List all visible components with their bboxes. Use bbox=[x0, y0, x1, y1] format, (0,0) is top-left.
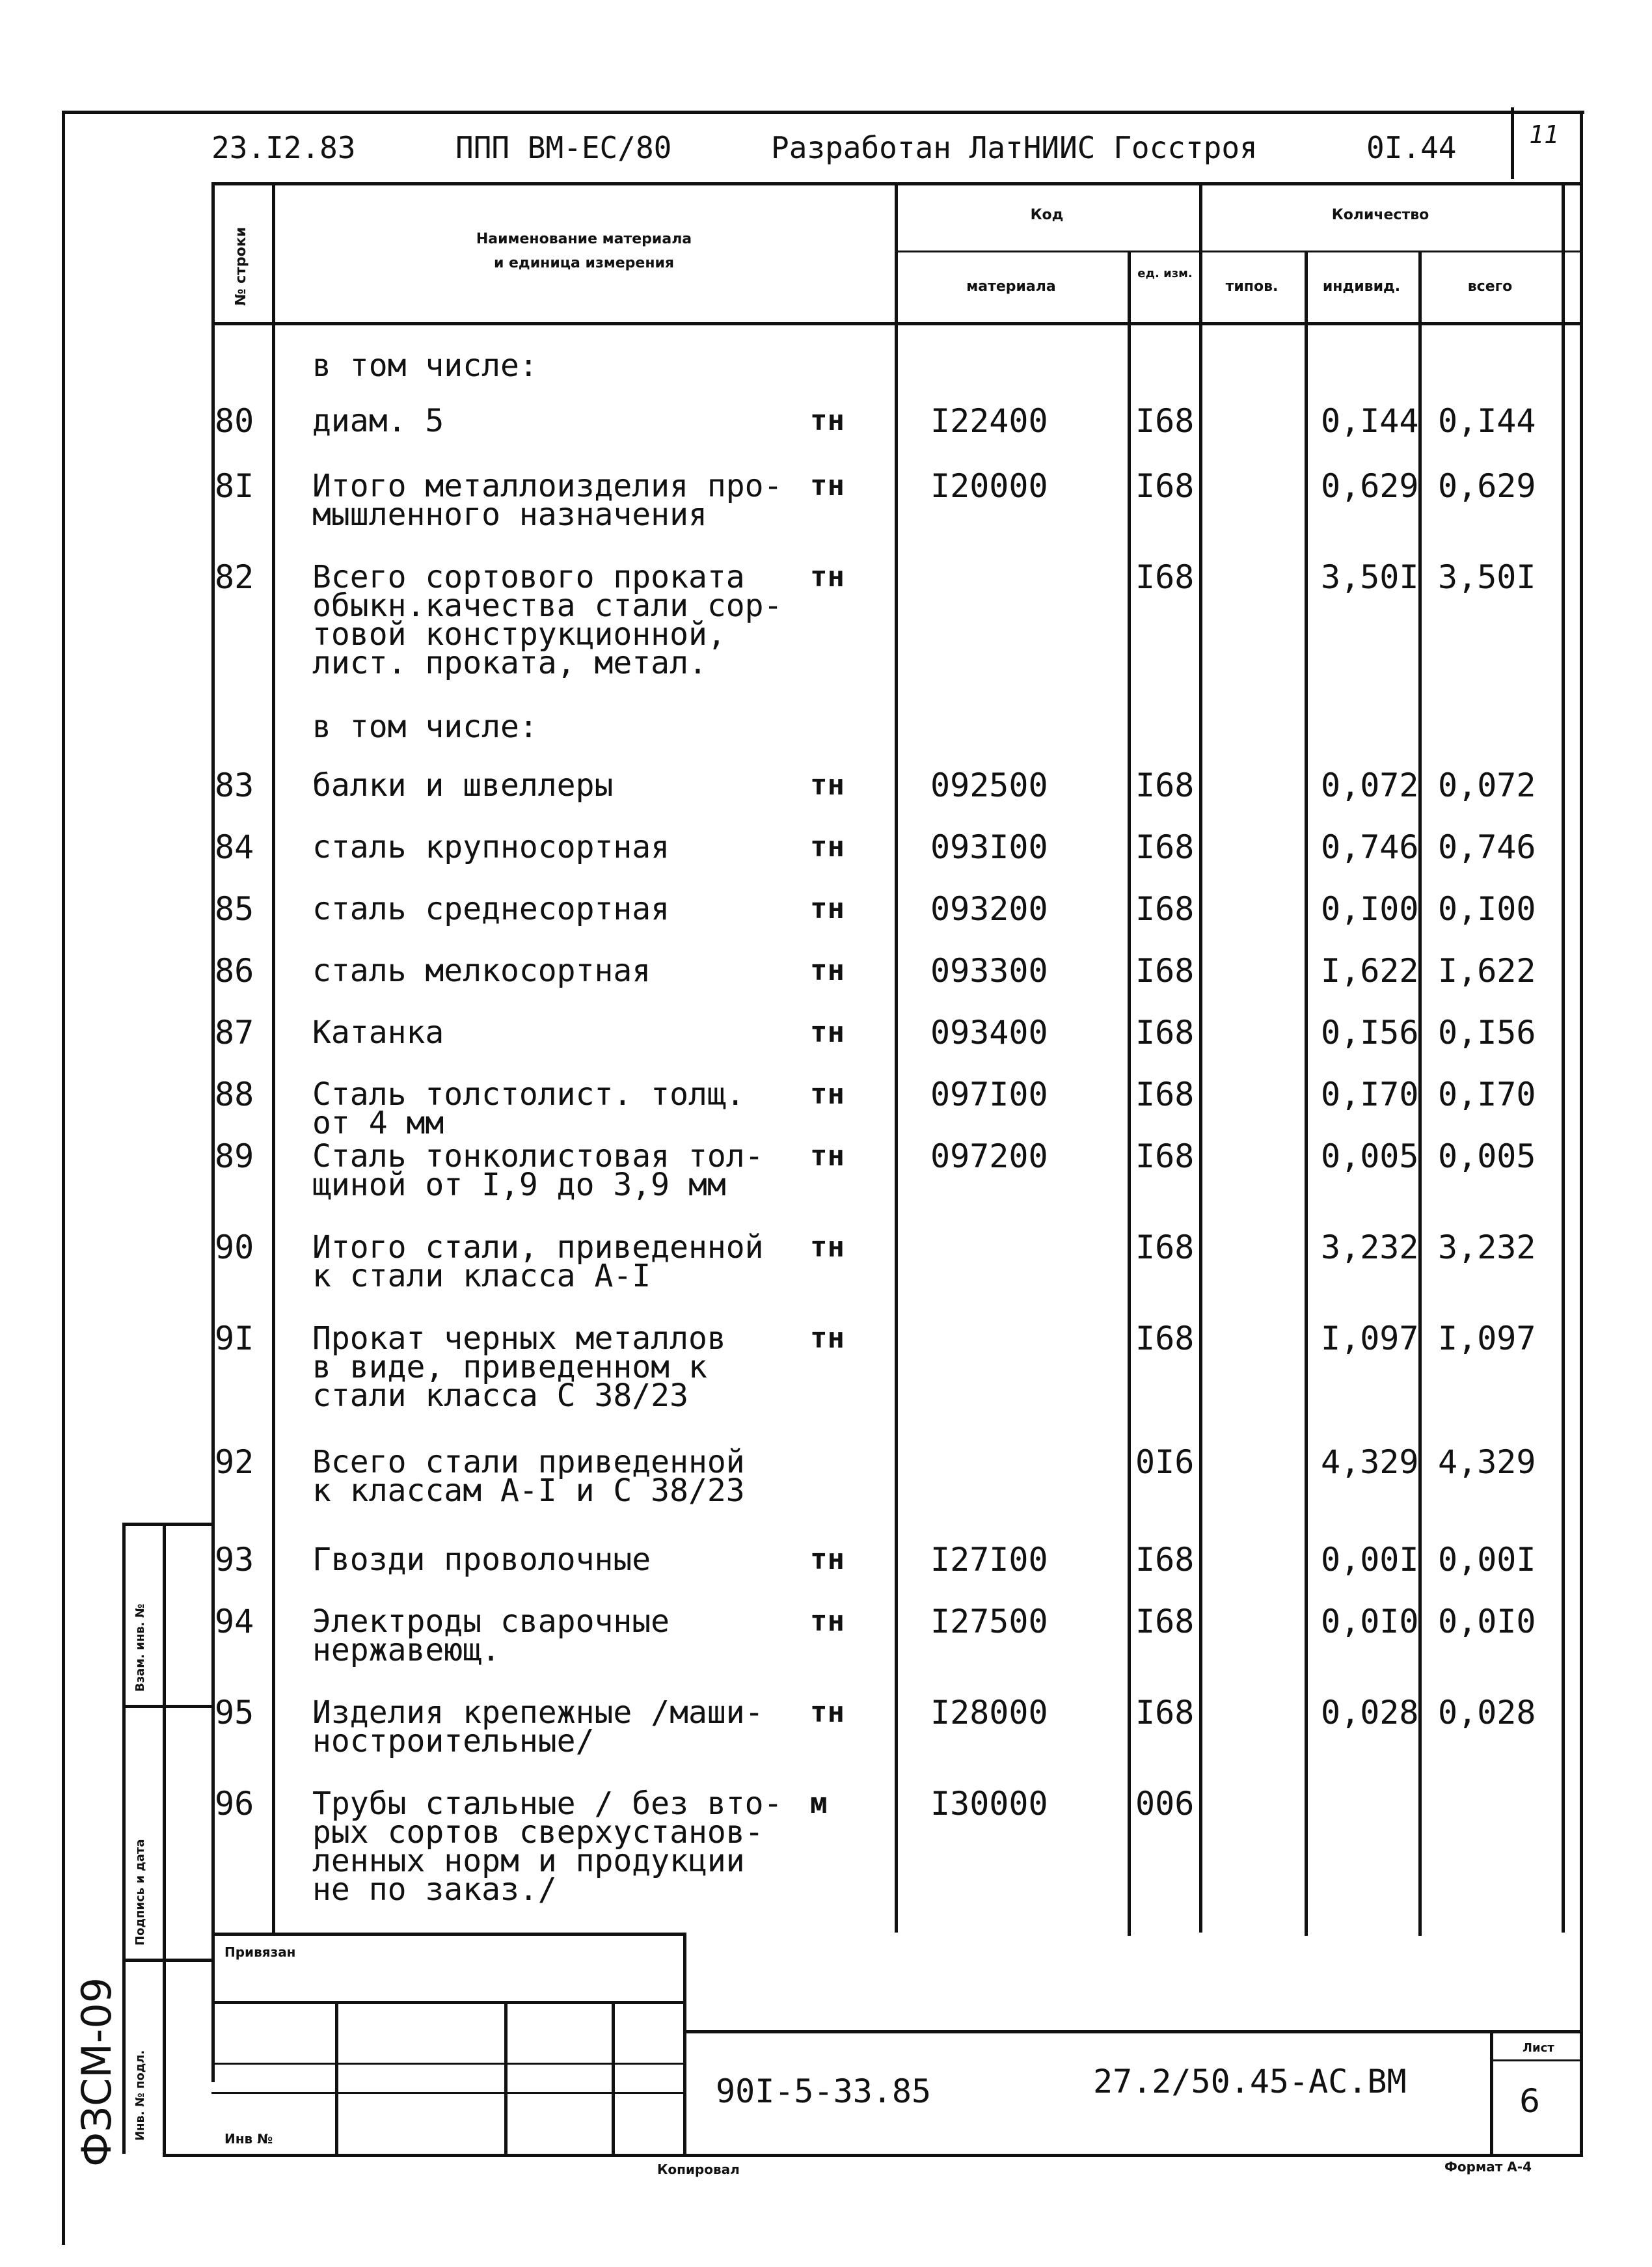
row-qty-total: 3,232 bbox=[1438, 1229, 1536, 1266]
row-unit: тн bbox=[810, 404, 845, 437]
side-label-vzam: Взам. инв. № bbox=[133, 1603, 147, 1692]
row-name: в том числе: bbox=[312, 709, 538, 745]
row-qty-individual: 0,072 bbox=[1321, 767, 1419, 804]
side-label-podpis: Подпись и дата bbox=[133, 1839, 147, 1946]
row-number: 82 bbox=[215, 558, 254, 596]
row-name: Итого стали, приведенной к стали класса А-I bbox=[312, 1229, 764, 1294]
row-qty-individual: I,622 bbox=[1321, 952, 1419, 990]
row-number: 8I bbox=[215, 467, 254, 505]
row-qty-total: I,097 bbox=[1438, 1320, 1536, 1357]
stamp-col3 bbox=[612, 2001, 615, 2154]
sheet-box-divider bbox=[1490, 2059, 1583, 2061]
row-material-code: I28000 bbox=[930, 1694, 1048, 1731]
row-material-code: 093I00 bbox=[930, 828, 1048, 866]
row-qty-total: 0,I70 bbox=[1438, 1076, 1536, 1113]
row-name: Всего сортового проката обыкн.качества стали сор- товой конструкционной, лист. проката, метал. bbox=[312, 559, 783, 681]
row-unit-code: I68 bbox=[1135, 467, 1195, 505]
row-unit: тн bbox=[810, 1016, 845, 1049]
row-number: 94 bbox=[215, 1603, 254, 1640]
row-number: 86 bbox=[215, 952, 254, 990]
header-code-material: материала bbox=[966, 278, 1056, 295]
side-form-number: ФЗСМ-09 bbox=[73, 1977, 120, 2167]
row-unit: тн bbox=[810, 892, 845, 925]
row-name: Сталь тонколистовая тол- щиной от I,9 до 3,9 мм bbox=[312, 1138, 764, 1203]
row-unit: тн bbox=[810, 560, 845, 593]
row-unit-code: 0I6 bbox=[1135, 1443, 1195, 1481]
row-qty-total: 3,50I bbox=[1438, 558, 1536, 596]
stamp-top-line-right bbox=[683, 2030, 1583, 2033]
row-number: 85 bbox=[215, 890, 254, 928]
row-number: 90 bbox=[215, 1229, 254, 1266]
header-qty-group: Количество bbox=[1331, 207, 1429, 223]
row-number: 96 bbox=[215, 1785, 254, 1823]
header-qty-typical: типов. bbox=[1225, 278, 1279, 295]
row-unit-code: I68 bbox=[1135, 402, 1195, 440]
row-material-code: 093400 bbox=[930, 1014, 1048, 1052]
row-material-code: I20000 bbox=[930, 467, 1048, 505]
header-corner-number: 11 bbox=[1529, 120, 1559, 149]
row-number: 80 bbox=[215, 402, 254, 440]
row-name: Прокат черных металлов в виде, приведенном к стали класса С 38/23 bbox=[312, 1320, 726, 1414]
header-date: 23.I2.83 bbox=[211, 130, 356, 165]
row-qty-individual: 0,028 bbox=[1321, 1694, 1419, 1731]
row-name: сталь среднесортная bbox=[312, 891, 670, 927]
row-unit: тн bbox=[810, 469, 845, 502]
header-qty-total: всего bbox=[1467, 278, 1513, 295]
row-qty-individual: 4,329 bbox=[1321, 1443, 1419, 1481]
row-number: 92 bbox=[215, 1443, 254, 1481]
row-name: Итого металлоизделия про- мышленного назначения bbox=[312, 468, 783, 533]
row-qty-total: 0,I00 bbox=[1438, 890, 1536, 928]
row-unit-code: I68 bbox=[1135, 1137, 1195, 1175]
row-material-code: I22400 bbox=[930, 402, 1048, 440]
row-unit: тн bbox=[810, 1322, 845, 1355]
header-row-no: № строки bbox=[233, 226, 249, 306]
row-qty-individual: 0,00I bbox=[1321, 1541, 1419, 1579]
frame-left-line bbox=[62, 111, 65, 2245]
row-unit-code: I68 bbox=[1135, 890, 1195, 928]
row-qty-individual: 0,746 bbox=[1321, 828, 1419, 866]
col-ind-line bbox=[1418, 251, 1422, 1936]
row-qty-individual: 0,0I0 bbox=[1321, 1603, 1419, 1640]
row-unit: тн bbox=[810, 1230, 845, 1264]
col-rowno-line bbox=[272, 182, 275, 1933]
row-material-code: 093300 bbox=[930, 952, 1048, 990]
col-name-line bbox=[895, 182, 898, 1933]
stamp-sheet-label: Лист bbox=[1523, 2041, 1554, 2055]
side-strip-inner bbox=[163, 1523, 166, 2154]
row-material-code: 093200 bbox=[930, 890, 1048, 928]
side-strip-div2 bbox=[122, 1959, 211, 1962]
side-strip-outer bbox=[122, 1523, 126, 2154]
stamp-left-divider bbox=[683, 1933, 686, 2154]
row-material-code: 097200 bbox=[930, 1137, 1048, 1175]
row-unit-code: I68 bbox=[1135, 1320, 1195, 1357]
row-unit: тн bbox=[810, 1078, 845, 1111]
row-unit-code: I68 bbox=[1135, 767, 1195, 804]
row-number: 83 bbox=[215, 767, 254, 804]
row-name: Изделия крепежные /маши- ностроительные/ bbox=[312, 1694, 764, 1759]
row-name: балки и швеллеры bbox=[312, 767, 614, 804]
row-number: 89 bbox=[215, 1137, 254, 1175]
row-qty-total: 4,329 bbox=[1438, 1443, 1536, 1481]
row-number: 88 bbox=[215, 1076, 254, 1113]
stamp-drawing-code: 27.2/50.45-АС.ВМ bbox=[1093, 2063, 1407, 2100]
header-name-line2: и единица измерения bbox=[493, 255, 675, 271]
row-qty-individual: I,097 bbox=[1321, 1320, 1419, 1357]
subheader-line bbox=[895, 251, 1580, 252]
row-unit-code: I68 bbox=[1135, 1076, 1195, 1113]
row-name: диам. 5 bbox=[312, 403, 444, 439]
row-unit-code: I68 bbox=[1135, 1229, 1195, 1266]
row-unit-code: I68 bbox=[1135, 558, 1195, 596]
frame-top-line bbox=[62, 111, 1584, 114]
row-unit: тн bbox=[810, 1605, 845, 1638]
header-code-group: Код bbox=[1030, 207, 1064, 223]
header-qty-individual: индивид. bbox=[1322, 278, 1401, 295]
row-material-code: 097I00 bbox=[930, 1076, 1048, 1113]
row-name: сталь крупносортная bbox=[312, 829, 670, 865]
row-name: сталь мелкосортная bbox=[312, 953, 651, 989]
row-unit-code: I68 bbox=[1135, 1014, 1195, 1052]
row-qty-individual: 3,50I bbox=[1321, 558, 1419, 596]
row-name: Катанка bbox=[312, 1014, 444, 1051]
stamp-privyazan: Привязан bbox=[224, 1944, 296, 1960]
row-unit: тн bbox=[810, 1543, 845, 1576]
col-code-line bbox=[1128, 251, 1131, 1936]
row-unit: тн bbox=[810, 830, 845, 863]
row-name: Всего стали приведенной к классам А-I и С 38/23 bbox=[312, 1444, 745, 1509]
row-material-code: I27500 bbox=[930, 1603, 1048, 1640]
col-typ-line bbox=[1305, 251, 1308, 1936]
stamp-inv-no: Инв № bbox=[224, 2131, 273, 2147]
row-qty-individual: 0,005 bbox=[1321, 1137, 1419, 1175]
row-unit: тн bbox=[810, 954, 845, 987]
footer-kopiroval: Копировал bbox=[657, 2162, 740, 2177]
side-label-inv-podl: Инв. № подл. bbox=[133, 2050, 147, 2141]
row-unit-code: I68 bbox=[1135, 952, 1195, 990]
row-unit: м bbox=[810, 1787, 828, 1820]
col-right-line bbox=[1562, 182, 1565, 1933]
header-program: ППП ВМ-ЕС/80 bbox=[455, 130, 672, 165]
row-unit-code: 006 bbox=[1135, 1785, 1195, 1823]
row-qty-individual: 0,I56 bbox=[1321, 1014, 1419, 1052]
col-unit-line bbox=[1199, 182, 1202, 1933]
row-name: Трубы стальные / без вто- рых сортов сверхустанов- ленных норм и продукции не по заказ./ bbox=[312, 1785, 783, 1908]
stamp-bottom-line bbox=[163, 2154, 1583, 2157]
footer-format: Формат А-4 bbox=[1444, 2159, 1532, 2175]
row-unit: тн bbox=[810, 768, 845, 802]
row-unit-code: I68 bbox=[1135, 1603, 1195, 1640]
stamp-doc-code: 90I-5-33.85 bbox=[716, 2072, 932, 2110]
row-qty-individual: 0,629 bbox=[1321, 467, 1419, 505]
row-unit-code: I68 bbox=[1135, 1694, 1195, 1731]
header-developer: Разработан ЛатНИИС Госстроя bbox=[771, 130, 1258, 165]
row-material-code: I30000 bbox=[930, 1785, 1048, 1823]
row-number: 84 bbox=[215, 828, 254, 866]
row-qty-total: 0,746 bbox=[1438, 828, 1536, 866]
sheet-box-left bbox=[1490, 2030, 1493, 2154]
stamp-top-line-left bbox=[211, 1933, 686, 1936]
stamp-sheet-no: 6 bbox=[1519, 2082, 1540, 2120]
row-unit: тн bbox=[810, 1696, 845, 1729]
row-name: Сталь толстолист. толщ. от 4 мм bbox=[312, 1076, 745, 1141]
row-name: в том числе: bbox=[312, 347, 538, 384]
row-qty-total: 0,629 bbox=[1438, 467, 1536, 505]
row-qty-total: 0,0I0 bbox=[1438, 1603, 1536, 1640]
row-qty-individual: 0,I00 bbox=[1321, 890, 1419, 928]
stamp-col1 bbox=[335, 2001, 338, 2154]
row-qty-total: 0,072 bbox=[1438, 767, 1536, 804]
row-qty-individual: 0,I44 bbox=[1321, 402, 1419, 440]
row-unit: тн bbox=[810, 1139, 845, 1173]
row-qty-individual: 3,232 bbox=[1321, 1229, 1419, 1266]
stamp-col2 bbox=[504, 2001, 508, 2154]
row-unit-code: I68 bbox=[1135, 1541, 1195, 1579]
corner-box-line bbox=[1511, 107, 1514, 179]
side-strip-top bbox=[122, 1523, 211, 1526]
row-material-code: I27I00 bbox=[930, 1541, 1048, 1579]
row-qty-total: 0,005 bbox=[1438, 1137, 1536, 1175]
row-qty-total: 0,00I bbox=[1438, 1541, 1536, 1579]
header-code: 0I.44 bbox=[1366, 130, 1457, 165]
row-number: 93 bbox=[215, 1541, 254, 1579]
row-number: 9I bbox=[215, 1320, 254, 1357]
side-strip-div1 bbox=[122, 1705, 211, 1708]
row-qty-total: 0,028 bbox=[1438, 1694, 1536, 1731]
row-qty-total: 0,I44 bbox=[1438, 402, 1536, 440]
row-name: Электроды сварочные нержавеющ. bbox=[312, 1603, 670, 1668]
row-unit-code: I68 bbox=[1135, 828, 1195, 866]
row-name: Гвозди проволочные bbox=[312, 1541, 651, 1578]
row-number: 87 bbox=[215, 1014, 254, 1052]
frame-right-line bbox=[1580, 111, 1583, 2154]
row-number: 95 bbox=[215, 1694, 254, 1731]
header-code-unit: ед. изм. bbox=[1137, 267, 1193, 280]
row-qty-total: 0,I56 bbox=[1438, 1014, 1536, 1052]
row-material-code: 092500 bbox=[930, 767, 1048, 804]
row-qty-individual: 0,I70 bbox=[1321, 1076, 1419, 1113]
row-qty-total: I,622 bbox=[1438, 952, 1536, 990]
header-name-line1: Наименование материала bbox=[476, 231, 692, 247]
